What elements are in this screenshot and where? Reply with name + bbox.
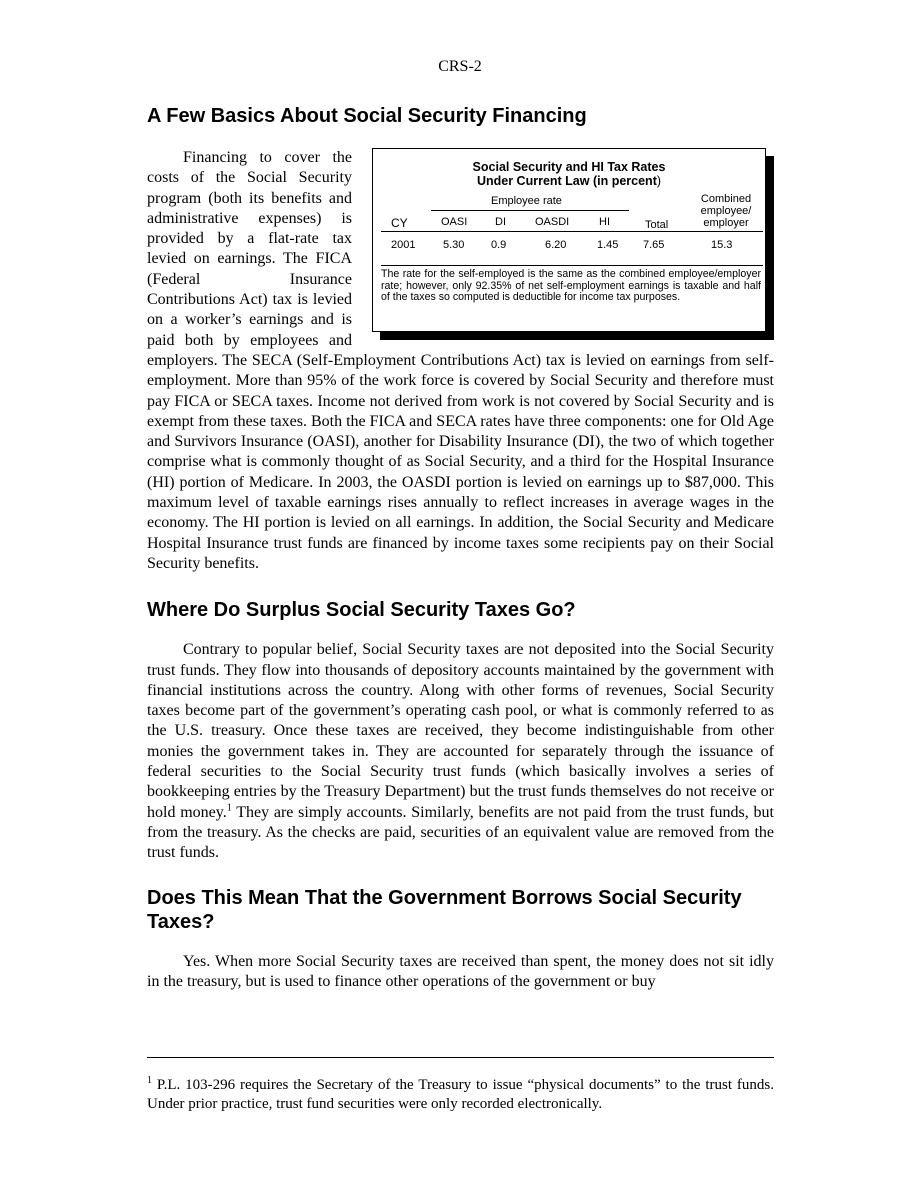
- col-hi: HI: [599, 216, 610, 228]
- cell-total: 7.65: [643, 239, 665, 251]
- cell-oasi: 5.30: [443, 239, 465, 251]
- cell-cy: 2001: [391, 239, 416, 251]
- header-rule: [381, 231, 763, 232]
- footnote-divider: [147, 1057, 774, 1058]
- col-combined-line3: employer: [703, 217, 749, 229]
- col-cy: CY: [391, 216, 408, 230]
- tax-table-grid: [373, 188, 765, 338]
- tax-table-title-line1: Social Security and HI Tax Rates: [472, 160, 666, 174]
- paragraph-surplus: [147, 640, 774, 863]
- col-oasdi: OASDI: [535, 216, 570, 228]
- cell-combined: 15.3: [711, 239, 733, 251]
- tax-table-title-line2: [373, 174, 765, 188]
- paragraph-borrowing: Yes. When more Social Security taxes are received than spent, the money does not sit idly in the treasury, but is used to finance other operations of the government or buy: [147, 952, 774, 990]
- paragraph-surplus-text-1: Contrary to popular belief, Social Security taxes are not deposited into the Social Security trust funds. They flow into thousands of depository accounts maintained by the government with financial institutions across the country. Along with other forms of revenues, Social Security taxes become part of the government’s operating cash pool, or what is commonly referred to as the U.S. treasury. Once these taxes are received, they become indistinguishable from other monies the government takes in. They are accounted for separately through the issuance of federal securities to the Social Security trust funds (which basically involves a series of bookkeeping entries by the Treasury Department) but the trust funds themselves do not receive or hold money.: [147, 641, 774, 821]
- section-heading-financing-basics: A Few Basics About Social Security Financing: [147, 105, 587, 127]
- col-oasi: OASI: [441, 216, 468, 228]
- col-di: DI: [495, 216, 506, 228]
- col-total: Total: [645, 219, 669, 231]
- employee-rate-header: Employee rate: [491, 195, 562, 207]
- col-combined-line1: Combined: [700, 193, 752, 205]
- tax-table-title: [373, 160, 765, 188]
- tax-rates-box: [366, 148, 774, 346]
- footnote-text: P.L. 103-296 requires the Secretary of the Treasury to issue “physical documents” to the trust funds. Under prior practice, trust fund securities were only recorded electronically.: [147, 1077, 774, 1112]
- page-header: CRS-2: [438, 58, 482, 75]
- tax-table-title-line2-text: Under Current Law (in percent: [476, 174, 657, 188]
- col-combined-line2: employee/: [700, 205, 752, 217]
- footnote-ref-1: 1: [226, 802, 232, 814]
- tax-rates-table: [372, 148, 766, 332]
- footnote-marker: 1: [147, 1075, 152, 1086]
- cell-hi: 1.45: [597, 239, 619, 251]
- cell-oasdi: 6.20: [545, 239, 567, 251]
- section-heading-borrowing: Does This Mean That the Government Borrows Social Security Taxes?: [147, 886, 742, 933]
- cell-di: 0.9: [491, 239, 507, 251]
- tax-table-note: The rate for the self-employed is the same as the combined employee/employer rate; however, only 92.35% of net self-employment earnings is taxable and half of the taxes so computed is deductible for income tax purposes.: [381, 268, 761, 303]
- paragraph-financing: Financing to cover the costs of the Social Security program (both its benefits and administrative expenses) is provided by a flat-rate tax levied on earnings. The FICA (Federal Insurance Contributions Act) tax is levied on a worker’s earnings and is paid both by employees and employers. The SECA (Self-Employment Contributions Act) tax is levied on earnings from self-employment. More than 95% of the work force is covered by Social Security and therefore must pay FICA or SECA taxes. Income not derived from work is not covered by Social Security and is exempt from these taxes. Both the FICA and SECA rates have three components: one for Old Age and Survivors Insurance (OASI), another for Disability Insurance (DI), the two of which together comprise what is commonly thought of as Social Security, and a third for the Hospital Insurance (HI) portion of Medicare. In 2003, the OASDI portion is levied on earnings up to $87,000. This maximum level of taxable earnings rises annually to reflect increases in average wages in the economy. The HI portion is levied on all earnings. In addition, the Social Security and Medicare Hospital Insurance trust funds are financed by income taxes some recipients pay on their Social Security benefits.: [147, 149, 774, 572]
- employee-rate-rule: [431, 210, 629, 211]
- note-rule: [381, 265, 763, 266]
- document-body: [147, 104, 774, 992]
- paragraph-surplus-text-2: They are simply accounts. Similarly, benefits are not paid from the trust funds, but from the treasury. As the checks are paid, securities of an equivalent value are removed from the trust funds.: [147, 803, 775, 862]
- footnote: [147, 1076, 774, 1114]
- tax-table-title-line2-tail: ): [656, 174, 662, 188]
- section-heading-surplus-taxes: Where Do Surplus Social Security Taxes Go?: [147, 599, 576, 622]
